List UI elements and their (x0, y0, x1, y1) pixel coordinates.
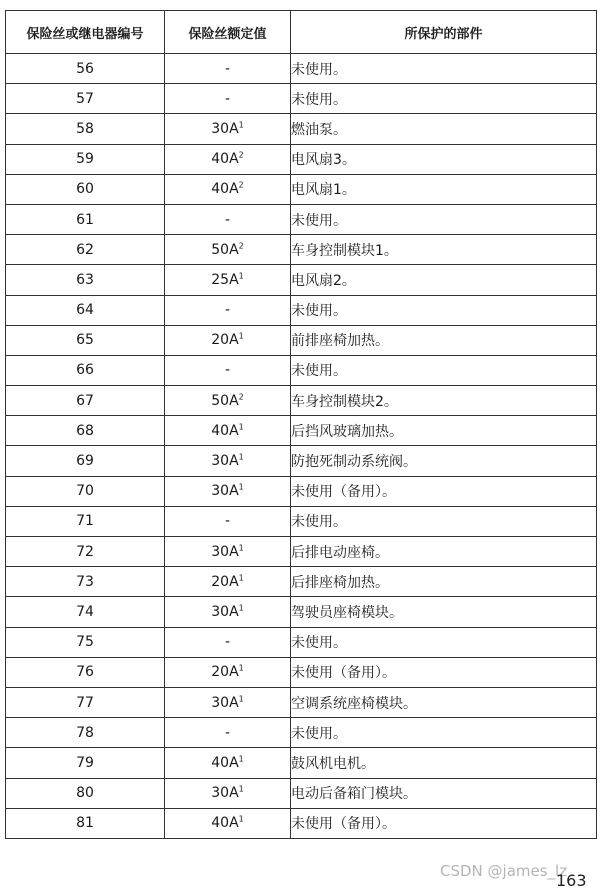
fuse-rating-cell (165, 808, 291, 838)
fuse-number-cell: 68 (6, 416, 165, 446)
fuse-rating-footnote: 1 (238, 814, 244, 824)
table-row (6, 325, 597, 355)
table-row (6, 386, 597, 416)
table-body (6, 54, 597, 839)
table-row (6, 476, 597, 506)
table-row (6, 355, 597, 385)
fuse-table (5, 10, 597, 839)
fuse-rating-cell (165, 204, 291, 234)
table-row (6, 506, 597, 536)
fuse-rating-value: 30A (211, 543, 239, 560)
page-number: 163 (556, 871, 587, 890)
table-row (6, 295, 597, 325)
fuse-rating-value: 30A (211, 120, 239, 137)
fuse-rating-value: 25A (211, 271, 239, 288)
protected-part-cell: 防抱死制动系统阀。 (291, 446, 597, 476)
table-row (6, 627, 597, 657)
fuse-rating-cell (165, 476, 291, 506)
fuse-rating-value: - (224, 513, 231, 530)
fuse-rating-cell (165, 718, 291, 748)
protected-part-cell: 前排座椅加热。 (291, 325, 597, 355)
fuse-rating-footnote: 1 (238, 542, 244, 552)
protected-part-cell: 未使用（备用）。 (291, 808, 597, 838)
fuse-number-cell: 58 (6, 114, 165, 144)
fuse-rating-cell (165, 325, 291, 355)
fuse-number-cell: 63 (6, 265, 165, 295)
fuse-rating-value: - (224, 60, 231, 77)
fuse-rating-footnote: 2 (238, 241, 244, 251)
fuse-rating-value: 30A (211, 483, 239, 500)
protected-part-cell: 电风扇2。 (291, 265, 597, 295)
fuse-number-cell: 78 (6, 718, 165, 748)
fuse-number-cell: 69 (6, 446, 165, 476)
fuse-rating-cell (165, 174, 291, 204)
fuse-rating-footnote: 2 (238, 150, 244, 160)
table-row (6, 537, 597, 567)
fuse-rating-cell (165, 446, 291, 476)
fuse-rating-cell (165, 506, 291, 536)
fuse-rating-value: 40A (211, 422, 239, 439)
protected-part-cell: 车身控制模块2。 (291, 386, 597, 416)
table-row (6, 54, 597, 84)
protected-part-cell: 后排电动座椅。 (291, 537, 597, 567)
fuse-rating-footnote: 1 (238, 603, 244, 613)
protected-part-cell: 未使用。 (291, 506, 597, 536)
fuse-rating-footnote: 1 (238, 693, 244, 703)
fuse-rating-cell (165, 144, 291, 174)
fuse-rating-cell (165, 386, 291, 416)
fuse-number-cell: 73 (6, 567, 165, 597)
header-row (6, 11, 597, 54)
fuse-rating-cell (165, 687, 291, 717)
fuse-rating-value: 30A (211, 785, 239, 802)
fuse-number-cell: 79 (6, 748, 165, 778)
table-row (6, 597, 597, 627)
fuse-rating-value: - (224, 90, 231, 107)
protected-part-cell: 驾驶员座椅模块。 (291, 597, 597, 627)
table-row (6, 174, 597, 204)
fuse-number-cell: 66 (6, 355, 165, 385)
table-row (6, 687, 597, 717)
fuse-number-cell: 77 (6, 687, 165, 717)
fuse-rating-value: 30A (211, 453, 239, 470)
fuse-rating-value: - (224, 211, 231, 228)
fuse-rating-cell (165, 265, 291, 295)
fuse-rating-cell (165, 597, 291, 627)
fuse-number-cell: 67 (6, 386, 165, 416)
fuse-number-cell: 72 (6, 537, 165, 567)
protected-part-cell: 后挡风玻璃加热。 (291, 416, 597, 446)
protected-part-cell: 未使用。 (291, 355, 597, 385)
fuse-rating-footnote: 1 (238, 452, 244, 462)
fuse-rating-cell (165, 567, 291, 597)
table-row (6, 84, 597, 114)
fuse-rating-cell (165, 416, 291, 446)
fuse-rating-footnote: 1 (238, 573, 244, 583)
table-row (6, 778, 597, 808)
protected-part-cell: 未使用（备用）。 (291, 476, 597, 506)
fuse-rating-value: 30A (211, 603, 239, 620)
protected-part-cell: 燃油泵。 (291, 114, 597, 144)
fuse-rating-value: 40A (211, 754, 239, 771)
header-protected-part: 所保护的部件 (291, 11, 597, 54)
fuse-number-cell: 81 (6, 808, 165, 838)
table-row (6, 718, 597, 748)
fuse-rating-footnote: 1 (238, 331, 244, 341)
protected-part-cell: 未使用。 (291, 84, 597, 114)
fuse-rating-cell (165, 627, 291, 657)
table-row (6, 657, 597, 687)
protected-part-cell: 未使用。 (291, 718, 597, 748)
fuse-rating-value: 50A (211, 392, 239, 409)
fuse-rating-cell (165, 657, 291, 687)
table-row (6, 748, 597, 778)
protected-part-cell: 鼓风机电机。 (291, 748, 597, 778)
fuse-rating-footnote: 1 (238, 120, 244, 130)
fuse-number-cell: 56 (6, 54, 165, 84)
fuse-number-cell: 59 (6, 144, 165, 174)
fuse-rating-value: - (224, 634, 231, 651)
fuse-rating-footnote: 1 (238, 271, 244, 281)
protected-part-cell: 未使用。 (291, 295, 597, 325)
protected-part-cell: 电风扇1。 (291, 174, 597, 204)
fuse-number-cell: 61 (6, 204, 165, 234)
table-row (6, 446, 597, 476)
fuse-rating-cell (165, 84, 291, 114)
fuse-rating-value: 40A (211, 815, 239, 832)
fuse-rating-value: 30A (211, 694, 239, 711)
fuse-rating-value: 20A (211, 332, 239, 349)
protected-part-cell: 电风扇3。 (291, 144, 597, 174)
fuse-rating-value: - (224, 302, 231, 319)
table-row (6, 416, 597, 446)
header-fuse-rating: 保险丝额定值 (165, 11, 291, 54)
protected-part-cell: 电动后备箱门模块。 (291, 778, 597, 808)
table-row (6, 265, 597, 295)
table-row (6, 567, 597, 597)
fuse-rating-footnote: 2 (238, 392, 244, 401)
fuse-rating-cell (165, 295, 291, 325)
protected-part-cell: 车身控制模块1。 (291, 235, 597, 265)
table-row (6, 235, 597, 265)
table-row (6, 114, 597, 144)
fuse-rating-value: 50A (211, 241, 239, 258)
fuse-number-cell: 64 (6, 295, 165, 325)
protected-part-cell: 未使用。 (291, 54, 597, 84)
fuse-rating-value: - (224, 724, 231, 741)
fuse-number-cell: 76 (6, 657, 165, 687)
fuse-rating-value: 40A (211, 181, 239, 198)
fuse-number-cell: 62 (6, 235, 165, 265)
fuse-number-cell: 74 (6, 597, 165, 627)
fuse-rating-footnote: 1 (238, 784, 244, 794)
table-row (6, 808, 597, 838)
fuse-rating-value: 40A (211, 151, 239, 168)
fuse-rating-cell (165, 537, 291, 567)
fuse-rating-value: - (224, 362, 231, 379)
protected-part-cell: 未使用。 (291, 627, 597, 657)
fuse-rating-footnote: 1 (238, 482, 244, 492)
protected-part-cell: 后排座椅加热。 (291, 567, 597, 597)
fuse-number-cell: 71 (6, 506, 165, 536)
fuse-number-cell: 70 (6, 476, 165, 506)
protected-part-cell: 未使用。 (291, 204, 597, 234)
fuse-number-cell: 60 (6, 174, 165, 204)
fuse-number-cell: 75 (6, 627, 165, 657)
fuse-rating-cell (165, 355, 291, 385)
fuse-rating-value: 20A (211, 573, 239, 590)
fuse-rating-cell (165, 54, 291, 84)
fuse-rating-cell (165, 114, 291, 144)
table-row (6, 204, 597, 234)
fuse-rating-footnote: 1 (238, 422, 244, 432)
header-fuse-number: 保险丝或继电器编号 (6, 11, 165, 54)
fuse-rating-cell (165, 778, 291, 808)
fuse-rating-footnote: 1 (238, 663, 244, 673)
fuse-rating-footnote: 2 (238, 180, 244, 190)
protected-part-cell: 空调系统座椅模块。 (291, 687, 597, 717)
fuse-rating-cell (165, 235, 291, 265)
table-row (6, 144, 597, 174)
fuse-number-cell: 80 (6, 778, 165, 808)
fuse-rating-cell (165, 748, 291, 778)
fuse-number-cell: 65 (6, 325, 165, 355)
watermark: CSDN @james_lz (440, 862, 568, 880)
fuse-rating-value: 20A (211, 664, 239, 681)
fuse-number-cell: 57 (6, 84, 165, 114)
protected-part-cell: 未使用（备用）。 (291, 657, 597, 687)
fuse-rating-footnote: 1 (238, 754, 244, 764)
